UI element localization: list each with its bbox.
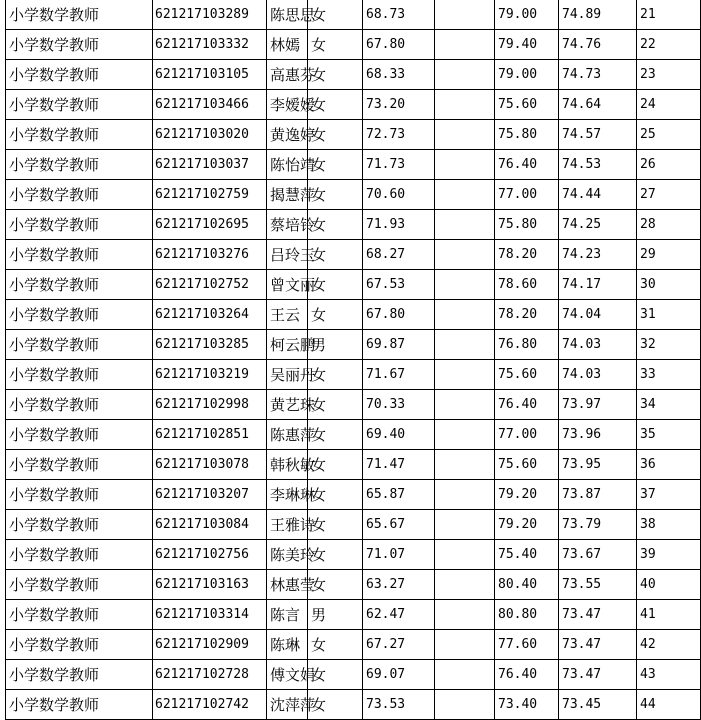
rank-cell: 27: [637, 180, 701, 210]
table-row: [6, 660, 701, 690]
table-row: [6, 690, 701, 720]
candidate-name-cell: 林惠莹: [267, 570, 308, 600]
total-score-cell: 73.95: [559, 450, 637, 480]
gender-cell: 女: [308, 60, 363, 90]
interview-score-cell: 78.20: [495, 300, 559, 330]
gender-cell: 女: [308, 0, 363, 30]
candidate-id-cell: 621217102742: [153, 690, 267, 720]
written-score-cell: 73.53: [363, 690, 435, 720]
empty-cell: [435, 0, 495, 30]
candidate-name-cell: 吴丽丹: [267, 360, 308, 390]
table-row: [6, 600, 701, 630]
candidate-id-cell: 621217103332: [153, 30, 267, 60]
post-cell: 小学数学教师: [6, 690, 153, 720]
written-score-cell: 65.67: [363, 510, 435, 540]
candidate-name-cell: 傅文娟: [267, 660, 308, 690]
post-cell: 小学数学教师: [6, 30, 153, 60]
interview-score-cell: 77.60: [495, 630, 559, 660]
interview-score-cell: 73.40: [495, 690, 559, 720]
written-score-cell: 73.20: [363, 90, 435, 120]
table-row: [6, 480, 701, 510]
written-score-cell: 72.73: [363, 120, 435, 150]
empty-cell: [435, 600, 495, 630]
table-row: [6, 540, 701, 570]
interview-score-cell: 76.40: [495, 390, 559, 420]
post-cell: 小学数学教师: [6, 630, 153, 660]
gender-cell: 女: [308, 270, 363, 300]
total-score-cell: 73.87: [559, 480, 637, 510]
interview-score-cell: 75.80: [495, 120, 559, 150]
total-score-cell: 74.76: [559, 30, 637, 60]
empty-cell: [435, 270, 495, 300]
written-score-cell: 69.87: [363, 330, 435, 360]
interview-score-cell: 80.40: [495, 570, 559, 600]
rank-cell: 26: [637, 150, 701, 180]
interview-score-cell: 79.20: [495, 480, 559, 510]
empty-cell: [435, 480, 495, 510]
post-cell: 小学数学教师: [6, 360, 153, 390]
post-cell: 小学数学教师: [6, 300, 153, 330]
post-cell: 小学数学教师: [6, 330, 153, 360]
candidate-name-cell: 吕玲玉: [267, 240, 308, 270]
written-score-cell: 67.80: [363, 300, 435, 330]
post-cell: 小学数学教师: [6, 390, 153, 420]
table-row: [6, 150, 701, 180]
gender-cell: 女: [308, 570, 363, 600]
table-row: [6, 180, 701, 210]
gender-cell: 男: [308, 330, 363, 360]
post-cell: 小学数学教师: [6, 510, 153, 540]
gender-cell: 女: [308, 210, 363, 240]
gender-cell: 女: [308, 630, 363, 660]
empty-cell: [435, 90, 495, 120]
post-cell: 小学数学教师: [6, 180, 153, 210]
empty-cell: [435, 210, 495, 240]
gender-cell: 女: [308, 180, 363, 210]
written-score-cell: 67.53: [363, 270, 435, 300]
interview-score-cell: 76.80: [495, 330, 559, 360]
candidate-name-cell: 陈思思: [267, 0, 308, 30]
candidate-name-cell: 王云: [267, 300, 308, 330]
written-score-cell: 70.33: [363, 390, 435, 420]
rank-cell: 24: [637, 90, 701, 120]
table-row: [6, 300, 701, 330]
table-row: [6, 120, 701, 150]
total-score-cell: 74.04: [559, 300, 637, 330]
empty-cell: [435, 330, 495, 360]
written-score-cell: 70.60: [363, 180, 435, 210]
candidate-id-cell: 621217102752: [153, 270, 267, 300]
candidate-name-cell: 陈怡靖: [267, 150, 308, 180]
written-score-cell: 71.67: [363, 360, 435, 390]
empty-cell: [435, 540, 495, 570]
written-score-cell: 63.27: [363, 570, 435, 600]
interview-score-cell: 79.00: [495, 0, 559, 30]
total-score-cell: 73.79: [559, 510, 637, 540]
post-cell: 小学数学教师: [6, 600, 153, 630]
table-row: [6, 330, 701, 360]
gender-cell: 女: [308, 240, 363, 270]
candidate-id-cell: 621217103219: [153, 360, 267, 390]
written-score-cell: 65.87: [363, 480, 435, 510]
rank-cell: 28: [637, 210, 701, 240]
written-score-cell: 71.93: [363, 210, 435, 240]
rank-cell: 25: [637, 120, 701, 150]
interview-score-cell: 79.40: [495, 30, 559, 60]
post-cell: 小学数学教师: [6, 0, 153, 30]
candidate-name-cell: 韩秋敏: [267, 450, 308, 480]
total-score-cell: 74.44: [559, 180, 637, 210]
table-row: [6, 90, 701, 120]
table-row: [6, 210, 701, 240]
empty-cell: [435, 240, 495, 270]
table-row: [6, 240, 701, 270]
rank-cell: 21: [637, 0, 701, 30]
empty-cell: [435, 180, 495, 210]
table-row: [6, 450, 701, 480]
candidate-id-cell: 621217102998: [153, 390, 267, 420]
interview-score-cell: 76.40: [495, 150, 559, 180]
candidate-name-cell: 高惠芬: [267, 60, 308, 90]
candidate-name-cell: 柯云鹏: [267, 330, 308, 360]
empty-cell: [435, 390, 495, 420]
candidate-id-cell: 621217103289: [153, 0, 267, 30]
empty-cell: [435, 360, 495, 390]
gender-cell: 女: [308, 420, 363, 450]
table-row: [6, 510, 701, 540]
total-score-cell: 73.47: [559, 600, 637, 630]
rank-cell: 40: [637, 570, 701, 600]
total-score-cell: 73.55: [559, 570, 637, 600]
candidate-id-cell: 621217103105: [153, 60, 267, 90]
interview-score-cell: 79.00: [495, 60, 559, 90]
interview-score-cell: 75.40: [495, 540, 559, 570]
post-cell: 小学数学教师: [6, 150, 153, 180]
candidate-name-cell: 陈惠萍: [267, 420, 308, 450]
candidate-id-cell: 621217103314: [153, 600, 267, 630]
gender-cell: 女: [308, 360, 363, 390]
total-score-cell: 74.23: [559, 240, 637, 270]
candidate-id-cell: 621217102728: [153, 660, 267, 690]
table-row: [6, 420, 701, 450]
candidate-name-cell: 陈琳: [267, 630, 308, 660]
total-score-cell: 74.53: [559, 150, 637, 180]
candidate-name-cell: 黄逸婷: [267, 120, 308, 150]
candidate-name-cell: 李琳琳: [267, 480, 308, 510]
post-cell: 小学数学教师: [6, 90, 153, 120]
empty-cell: [435, 60, 495, 90]
rank-cell: 31: [637, 300, 701, 330]
candidate-id-cell: 621217103084: [153, 510, 267, 540]
table-row: [6, 630, 701, 660]
post-cell: 小学数学教师: [6, 420, 153, 450]
post-cell: 小学数学教师: [6, 120, 153, 150]
candidate-name-cell: 王雅诗: [267, 510, 308, 540]
post-cell: 小学数学教师: [6, 570, 153, 600]
post-cell: 小学数学教师: [6, 60, 153, 90]
written-score-cell: 68.73: [363, 0, 435, 30]
candidate-id-cell: 621217102851: [153, 420, 267, 450]
interview-score-cell: 78.60: [495, 270, 559, 300]
candidate-id-cell: 621217103163: [153, 570, 267, 600]
gender-cell: 女: [308, 90, 363, 120]
table-row: [6, 390, 701, 420]
gender-cell: 女: [308, 30, 363, 60]
table-row: [6, 270, 701, 300]
empty-cell: [435, 570, 495, 600]
empty-cell: [435, 150, 495, 180]
total-score-cell: 74.89: [559, 0, 637, 30]
rank-cell: 22: [637, 30, 701, 60]
candidate-id-cell: 621217103078: [153, 450, 267, 480]
table-row: [6, 360, 701, 390]
total-score-cell: 74.25: [559, 210, 637, 240]
written-score-cell: 68.33: [363, 60, 435, 90]
rank-cell: 42: [637, 630, 701, 660]
empty-cell: [435, 630, 495, 660]
total-score-cell: 73.96: [559, 420, 637, 450]
interview-score-cell: 78.20: [495, 240, 559, 270]
post-cell: 小学数学教师: [6, 450, 153, 480]
total-score-cell: 74.17: [559, 270, 637, 300]
interview-score-cell: 80.80: [495, 600, 559, 630]
post-cell: 小学数学教师: [6, 210, 153, 240]
rank-cell: 23: [637, 60, 701, 90]
written-score-cell: 68.27: [363, 240, 435, 270]
candidate-id-cell: 621217103285: [153, 330, 267, 360]
table-row: [6, 0, 701, 30]
candidate-name-cell: 林嫣: [267, 30, 308, 60]
candidate-id-cell: 621217103264: [153, 300, 267, 330]
gender-cell: 女: [308, 510, 363, 540]
candidate-id-cell: 621217103276: [153, 240, 267, 270]
candidate-id-cell: 621217103020: [153, 120, 267, 150]
rank-cell: 39: [637, 540, 701, 570]
rank-cell: 30: [637, 270, 701, 300]
gender-cell: 男: [308, 600, 363, 630]
gender-cell: 女: [308, 120, 363, 150]
rank-cell: 34: [637, 390, 701, 420]
empty-cell: [435, 420, 495, 450]
candidate-name-cell: 曾文丽: [267, 270, 308, 300]
gender-cell: 女: [308, 300, 363, 330]
rank-cell: 35: [637, 420, 701, 450]
candidate-id-cell: 621217102759: [153, 180, 267, 210]
total-score-cell: 74.57: [559, 120, 637, 150]
written-score-cell: 62.47: [363, 600, 435, 630]
total-score-cell: 74.03: [559, 330, 637, 360]
candidate-name-cell: 揭慧萍: [267, 180, 308, 210]
empty-cell: [435, 300, 495, 330]
rank-cell: 33: [637, 360, 701, 390]
interview-score-cell: 76.40: [495, 660, 559, 690]
empty-cell: [435, 30, 495, 60]
candidate-id-cell: 621217102756: [153, 540, 267, 570]
written-score-cell: 71.07: [363, 540, 435, 570]
written-score-cell: 69.40: [363, 420, 435, 450]
gender-cell: 女: [308, 450, 363, 480]
post-cell: 小学数学教师: [6, 480, 153, 510]
table-row: [6, 30, 701, 60]
post-cell: 小学数学教师: [6, 270, 153, 300]
rank-cell: 37: [637, 480, 701, 510]
candidate-id-cell: 621217102695: [153, 210, 267, 240]
candidate-name-cell: 沈萍萍: [267, 690, 308, 720]
candidate-name-cell: 李嫒嫒: [267, 90, 308, 120]
interview-score-cell: 77.00: [495, 180, 559, 210]
gender-cell: 女: [308, 690, 363, 720]
rank-cell: 36: [637, 450, 701, 480]
gender-cell: 女: [308, 660, 363, 690]
empty-cell: [435, 510, 495, 540]
candidate-name-cell: 蔡培铃: [267, 210, 308, 240]
gender-cell: 女: [308, 540, 363, 570]
table-row: [6, 60, 701, 90]
candidate-id-cell: 621217103037: [153, 150, 267, 180]
table-row: [6, 570, 701, 600]
rank-cell: 38: [637, 510, 701, 540]
gender-cell: 女: [308, 150, 363, 180]
results-table: [5, 0, 701, 720]
empty-cell: [435, 450, 495, 480]
total-score-cell: 74.64: [559, 90, 637, 120]
written-score-cell: 71.47: [363, 450, 435, 480]
interview-score-cell: 75.60: [495, 90, 559, 120]
total-score-cell: 73.47: [559, 660, 637, 690]
written-score-cell: 67.80: [363, 30, 435, 60]
post-cell: 小学数学教师: [6, 540, 153, 570]
candidate-name-cell: 黄艺珠: [267, 390, 308, 420]
post-cell: 小学数学教师: [6, 660, 153, 690]
interview-score-cell: 79.20: [495, 510, 559, 540]
gender-cell: 女: [308, 390, 363, 420]
candidate-name-cell: 陈美玲: [267, 540, 308, 570]
interview-score-cell: 77.00: [495, 420, 559, 450]
empty-cell: [435, 690, 495, 720]
empty-cell: [435, 660, 495, 690]
candidate-name-cell: 陈言: [267, 600, 308, 630]
candidate-id-cell: 621217103207: [153, 480, 267, 510]
gender-cell: 女: [308, 480, 363, 510]
written-score-cell: 69.07: [363, 660, 435, 690]
interview-score-cell: 75.60: [495, 360, 559, 390]
written-score-cell: 67.27: [363, 630, 435, 660]
table-body: [6, 0, 701, 720]
rank-cell: 32: [637, 330, 701, 360]
total-score-cell: 74.03: [559, 360, 637, 390]
interview-score-cell: 75.60: [495, 450, 559, 480]
total-score-cell: 73.97: [559, 390, 637, 420]
rank-cell: 44: [637, 690, 701, 720]
rank-cell: 43: [637, 660, 701, 690]
written-score-cell: 71.73: [363, 150, 435, 180]
total-score-cell: 73.67: [559, 540, 637, 570]
post-cell: 小学数学教师: [6, 240, 153, 270]
rank-cell: 41: [637, 600, 701, 630]
total-score-cell: 73.45: [559, 690, 637, 720]
total-score-cell: 73.47: [559, 630, 637, 660]
total-score-cell: 74.73: [559, 60, 637, 90]
empty-cell: [435, 120, 495, 150]
rank-cell: 29: [637, 240, 701, 270]
candidate-id-cell: 621217103466: [153, 90, 267, 120]
interview-score-cell: 75.80: [495, 210, 559, 240]
candidate-id-cell: 621217102909: [153, 630, 267, 660]
